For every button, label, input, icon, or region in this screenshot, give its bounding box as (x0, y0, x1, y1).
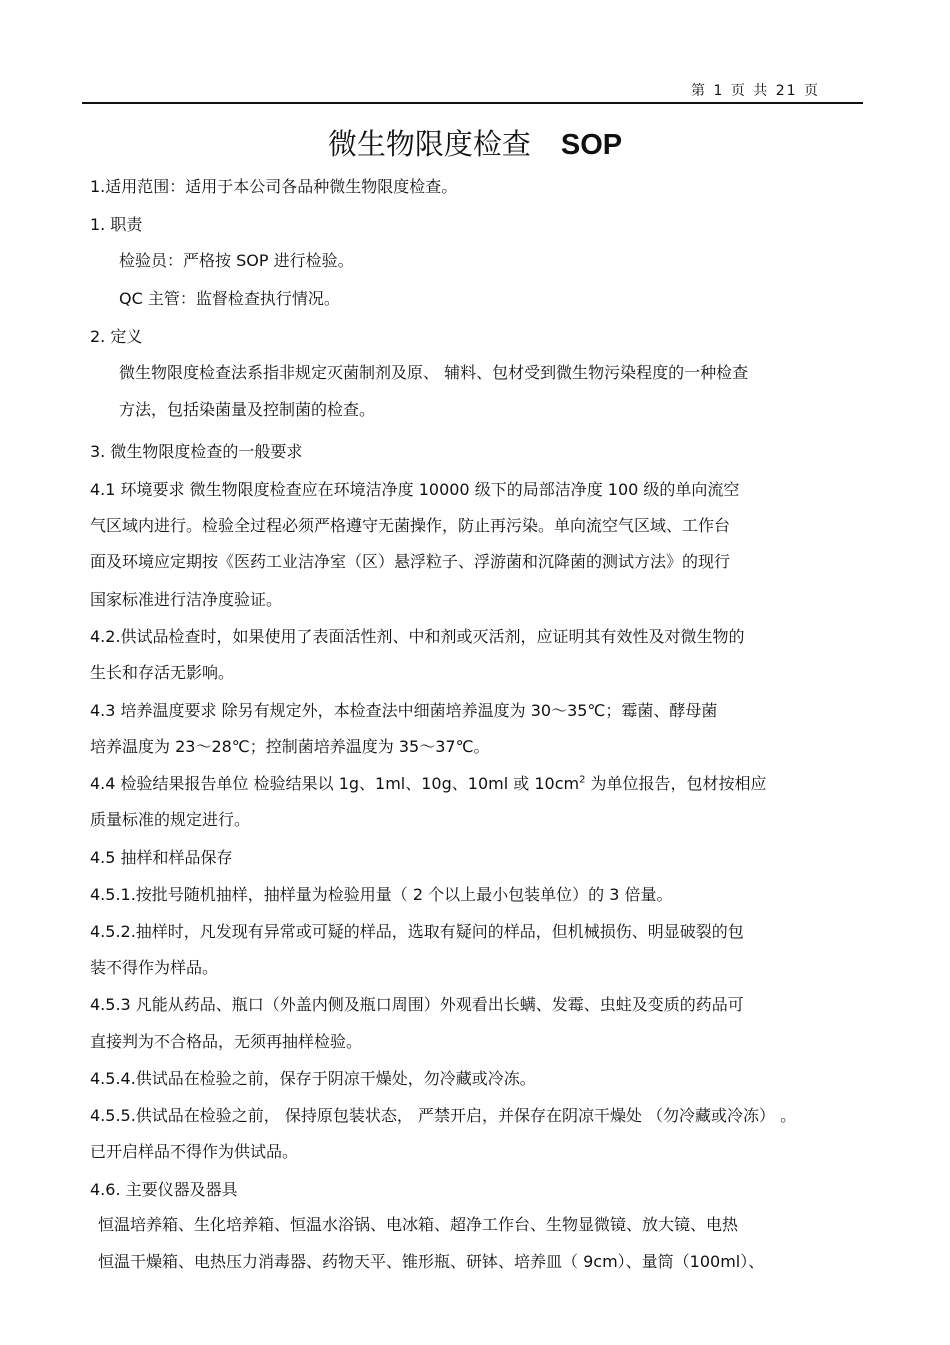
superscript: 2 (579, 774, 586, 786)
line-text: 为单位报告，包材按相应 (585, 774, 767, 793)
paragraph-line: 质量标准的规定进行。 (90, 810, 251, 829)
paragraph-line: 恒温培养箱、生化培养箱、恒温水浴锅、电冰箱、超净工作台、生物显微镜、放大镜、电热 (98, 1215, 739, 1234)
section-heading: 3. 微生物限度检查的一般要求 (90, 442, 303, 461)
paragraph-line: 恒温干燥箱、电热压力消毒器、药物天平、锥形瓶、研钵、培养皿（ 9cm）、量筒（100ml）、 (98, 1252, 765, 1271)
document-title (0, 122, 950, 163)
line-text: 4.4 检验结果报告单位 检验结果以 1g、1ml、10g、10ml 或 10cm (90, 774, 580, 793)
paragraph-line: 已开启样品不得作为供试品。 (90, 1142, 299, 1161)
scope-line: 1.适用范围：适用于本公司各品种微生物限度检查。 (90, 177, 458, 196)
paragraph-line: 面及环境应定期按《医药工业洁净室（区）悬浮粒子、浮游菌和沉降菌的测试方法》的现行 (90, 552, 731, 571)
paragraph-line: 4.5.5.供试品在检验之前， 保持原包装状态， 严禁开启，并保存在阴凉干燥处 （勿冷藏或冷冻） 。 (90, 1106, 797, 1125)
paragraph-line: 气区域内进行。检验全过程必须严格遵守无菌操作，防止再污染。单向流空气区域、工作台 (90, 516, 731, 535)
paragraph-line: 直接判为不合格品，无须再抽样检验。 (90, 1032, 363, 1051)
paragraph-line: 4.3 培养温度要求 除另有规定外，本检查法中细菌培养温度为 30～35℃；霉菌、酵母菌 (90, 701, 718, 720)
page-number: 第 1 页 共 21 页 (691, 83, 820, 99)
paragraph-line: 4.5.3 凡能从药品、瓶口（外盖内侧及瓶口周围）外观看出长螨、发霉、虫蛀及变质的药品可 (90, 995, 744, 1014)
paragraph-line: 4.5.1.按批号随机抽样，抽样量为检验用量（ 2 个以上最小包装单位）的 3 倍量。 (90, 885, 673, 904)
paragraph-line: 国家标准进行洁净度验证。 (90, 590, 283, 609)
section-heading: 2. 定义 (90, 327, 143, 346)
section-heading: 4.5 抽样和样品保存 (90, 848, 233, 867)
paragraph-line (90, 774, 767, 794)
paragraph-line: 培养温度为 23～28℃；控制菌培养温度为 35～37℃。 (90, 737, 490, 756)
paragraph-line: 检验员：严格按 SOP 进行检验。 (119, 251, 354, 270)
section-heading: 4.6. 主要仪器及器具 (90, 1180, 238, 1199)
header-rule (82, 102, 863, 104)
paragraph-line: 4.1 环境要求 微生物限度检查应在环境洁净度 10000 级下的局部洁净度 100 级的单向流空 (90, 480, 740, 499)
paragraph-line: 生长和存活无影响。 (90, 663, 235, 682)
paragraph-line: 方法，包括染菌量及控制菌的检查。 (119, 400, 376, 419)
paragraph-line: 4.5.2.抽样时，凡发现有异常或可疑的样品，选取有疑问的样品，但机械损伤、明显破裂的包 (90, 922, 744, 941)
paragraph-line: 微生物限度检查法系指非规定灭菌制剂及原、 辅料、包材受到微生物污染程度的一种检查 (119, 363, 749, 382)
paragraph-line: 4.5.4.供试品在检验之前，保存于阴凉干燥处，勿冷藏或冷冻。 (90, 1069, 536, 1088)
section-heading: 1. 职责 (90, 215, 143, 234)
paragraph-line: 装不得作为样品。 (90, 958, 219, 977)
paragraph-line: QC 主管：监督检查执行情况。 (119, 289, 340, 308)
paragraph-line: 4.2.供试品检查时，如果使用了表面活性剂、中和剂或灭活剂，应证明其有效性及对微生物的 (90, 627, 745, 646)
title-suffix: SOP (560, 129, 623, 161)
title-main: 微生物限度检查 (327, 127, 531, 161)
